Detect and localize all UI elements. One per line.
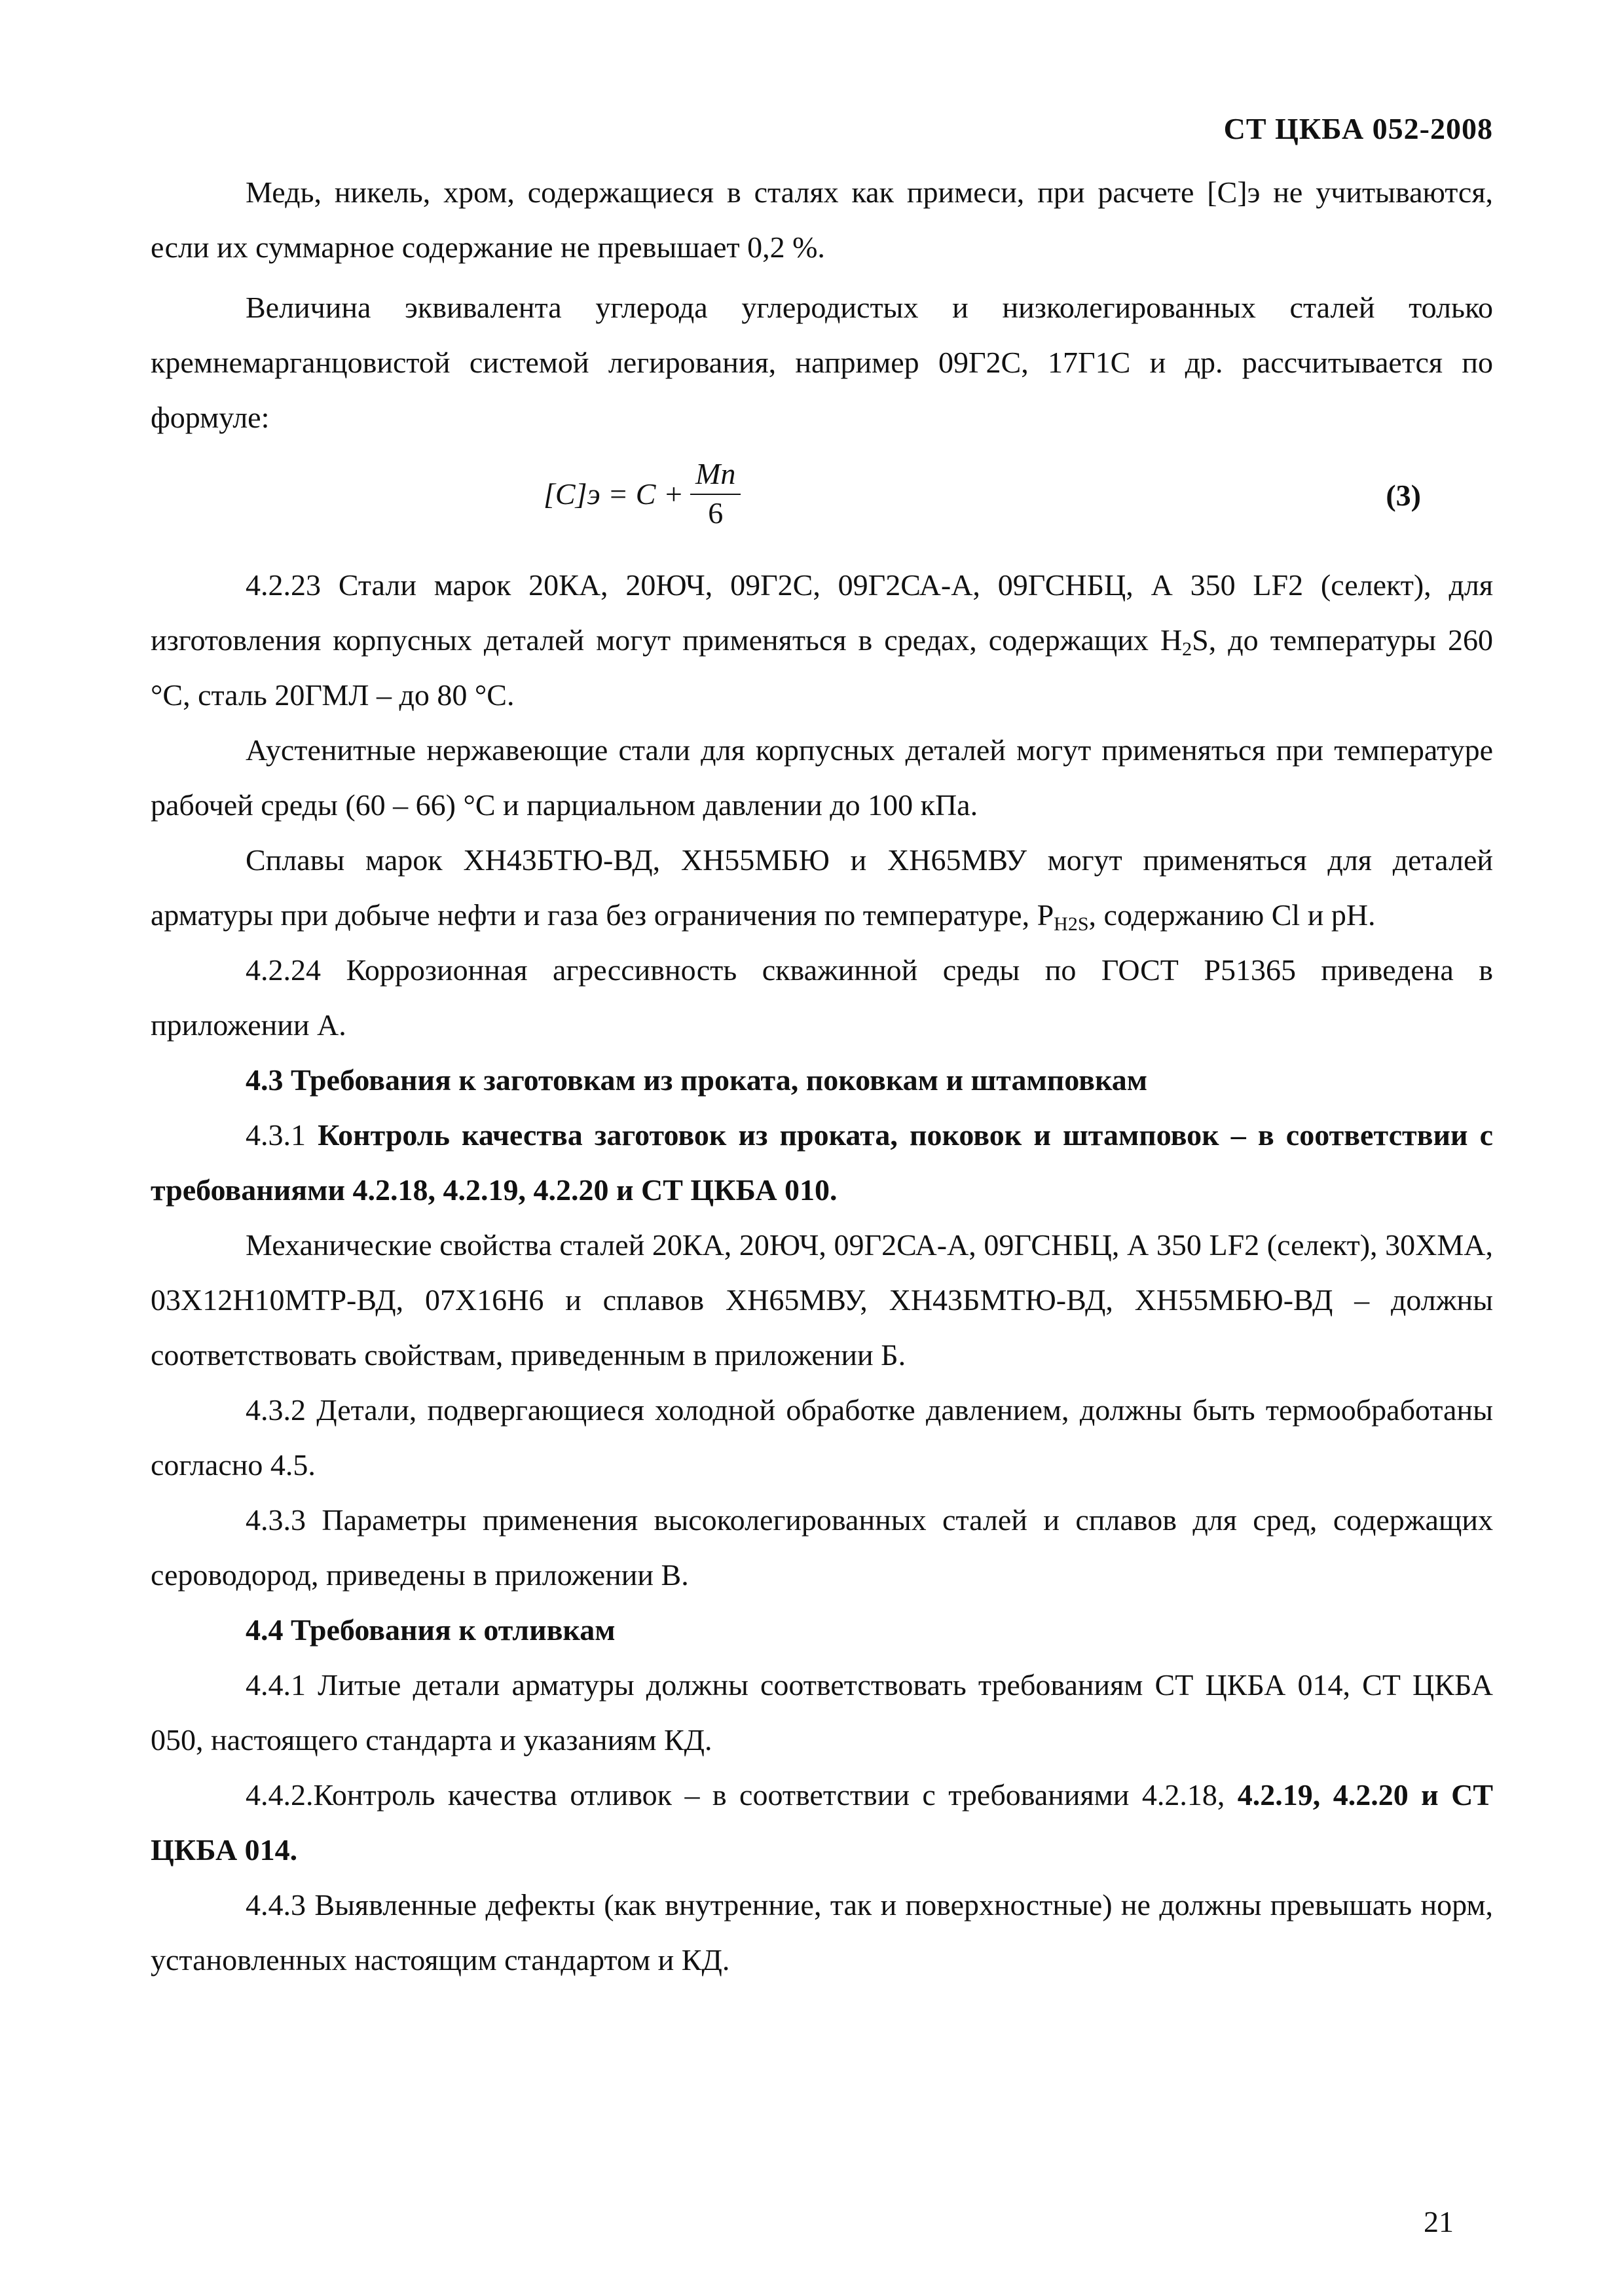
document-page: [151, 111, 1493, 2239]
formula-lhs: [C]э = C +: [544, 477, 684, 511]
paragraph-mechanical-properties: Механические свойства сталей 20КА, 20ЮЧ, 09Г2СА-А, 09ГСНБЦ, А 350 LF2 (селект), 30ХМА, 03Х12Н10МТР-ВД, 07Х16Н6 и сплавов ХН65МВУ, ХН43БМТЮ-ВД, ХН55МБЮ-ВД – должны соответствовать свойствам, приведенным в приложении Б.: [151, 1228, 1494, 1372]
paragraph-4-2-23: 4.2.23 Стали марок 20КА, 20ЮЧ, 09Г2С, 09Г2СА-А, 09ГСНБЦ, А 350 LF2 (селект), для изготовления корпусных деталей могут применяться в средах, содержащих $H_2S$, до температуры 260 °С, сталь 20ГМЛ – до 80 °С.: [151, 568, 1493, 712]
formula-block: [151, 449, 1493, 554]
formula-fraction: [690, 456, 741, 532]
paragraph-4-3-2: 4.3.2 Детали, подвергающиеся холодной обработке давлением, должны быть термообработаны согласно 4.5.: [151, 1393, 1493, 1482]
paragraph-4-2-24: 4.2.24 Коррозионная агрессивность скважинной среды по ГОСТ Р51365 приведена в приложении А.: [151, 953, 1493, 1042]
paragraph-carbon-equivalent: Величина эквивалента углерода углеродистых и низколегированных сталей только кремнемарганцовистой системой легирования, например 09Г2С, 17Г1С и др. рассчитывается по формуле:: [151, 291, 1493, 434]
paragraph-austenitic: Аустенитные нержавеющие стали для корпусных деталей могут применяться при температуре рабочей среды (60 – 66) °С и парциальном давлении до 100 кПа.: [151, 733, 1493, 822]
document-code: СТ ЦКБА 052-2008: [1223, 112, 1493, 145]
paragraph-copper-nickel: Медь, никель, хром, содержащиеся в сталях как примеси, при расчете [С]э не учитываются, если их суммарное содержание не превышает 0,2 %.: [151, 175, 1493, 264]
formula-numerator: Mn: [690, 456, 741, 495]
document-body: [151, 165, 1493, 1988]
paragraph-4-4-2: 4.4.2.Контроль качества отливок – в соответствии с требованиями 4.2.18, 4.2.19, 4.2.20 и СТ ЦКБА 014.: [151, 1778, 1493, 1867]
formula: [544, 456, 741, 532]
section-heading-4-4: 4.4 Требования к отливкам: [246, 1613, 616, 1647]
page-number: 21: [1424, 2205, 1454, 2238]
paragraph-4-3-1: 4.3.1 Контроль качества заготовок из проката, поковок и штамповок – в соответствии с требованиями 4.2.18, 4.2.19, 4.2.20 и СТ ЦКБА 010.: [151, 1118, 1493, 1207]
paragraph-4-4-1: 4.4.1 Литые детали арматуры должны соответствовать требованиям СТ ЦКБА 014, СТ ЦКБА 050, настоящего стандарта и указаниям КД.: [151, 1668, 1493, 1757]
section-heading-4-3: 4.3 Требования к заготовкам из проката, поковкам и штамповкам: [246, 1063, 1148, 1097]
paragraph-alloys: Сплавы марок ХН43БТЮ-ВД, ХН55МБЮ и ХН65МВУ могут применяться для деталей арматуры при добыче нефти и газа без ограничения по температуре, $Р_{H2S}$, содержанию Cl и pH.: [151, 843, 1493, 935]
formula-number: (3): [1386, 479, 1421, 512]
paragraph-4-4-3: 4.4.3 Выявленные дефекты (как внутренние, так и поверхностные) не должны превышать норм, установленных настоящим стандартом и КД.: [151, 1888, 1493, 1977]
formula-denominator: 6: [708, 496, 724, 530]
paragraph-4-3-3: 4.3.3 Параметры применения высоколегированных сталей и сплавов для сред, содержащих сероводород, приведены в приложении В.: [151, 1503, 1493, 1592]
